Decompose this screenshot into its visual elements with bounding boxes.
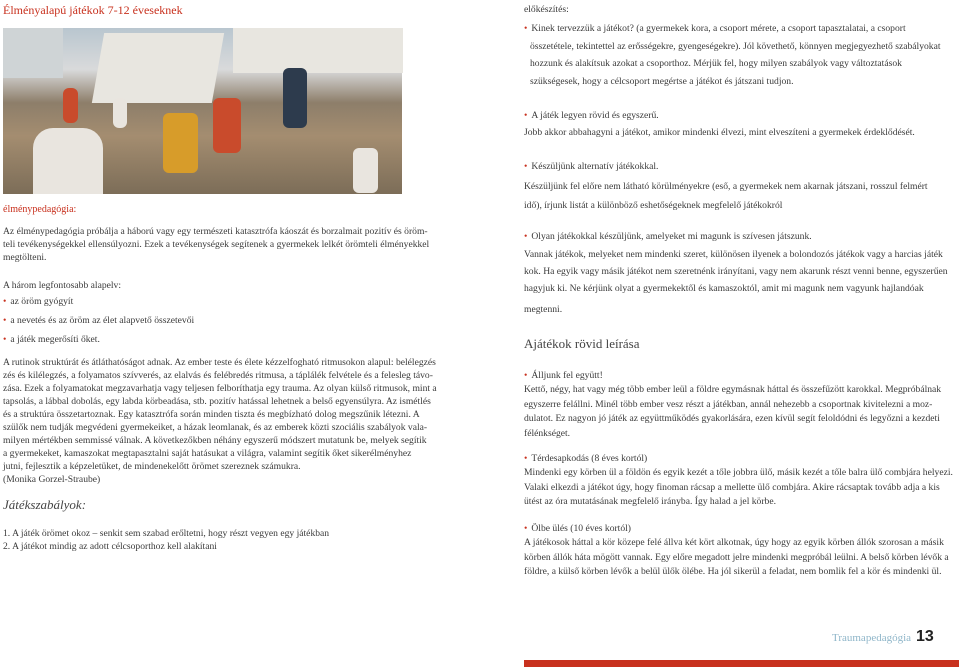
text-line: szükségesek, hogy a célcsoport megértse a játékot és játszani tudjon. (530, 75, 794, 87)
page-title: Élményalapú játékok 7-12 éveseknek (3, 3, 183, 17)
text-line: egyszerre felállni. Minél több ember vesz részt a játékban, annál nehezebb a csoportnak kivitelezni a moz- (524, 398, 933, 410)
text-line: összetétele, tekintettel az erősségekre, gyengeségekre). Jól követhető, könnyen megjegyezhető szabályokat (530, 40, 941, 52)
text-line: A rutinok struktúrát és átláthatóságot adnak. Az ember teste és élete kézzelfogható ritmusokon alapul: belélegzés (3, 357, 436, 368)
rules-list (3, 527, 443, 553)
principles-title: A három legfontosabb alapelv: (3, 280, 122, 291)
text-line: Kettő, négy, hat vagy még több ember leül a földre egymásnak háttal és összefűzött karokkal. Megpróbálnak (524, 384, 942, 395)
text-line: A játékosok háttal a kör közepe felé állva két kört alkotnak, úgy hogy az egyik körben állók szorosan a másik (524, 537, 944, 548)
text-line: Valaki elkezdi a játékot úgy, hogy finoman rácsap a mellette ülő combjára. Akire rácsaptak tovább adja a kis (524, 481, 940, 493)
text-line: zása. Ezek a folyamatokat megzavarhatja vagy teljesen felboríthatja egy trauma. Az olyan külső ritmusok, mint a (3, 383, 437, 394)
text-line: zés és kilélegzés, a folyamatos szívverés, az elalvás és felébredés ritmusa, a táplálék felvétele és a felesleg távo- (3, 370, 433, 381)
section-label: élménypedagógia: (3, 204, 77, 215)
description-title: Ajátékok rövid leírása (524, 336, 640, 351)
text-line: és a struktúra összetartoznak. Egy katasztrófa során minden tiszta és megbízható dolog megszűnik létezni. A (3, 409, 420, 420)
prep-paragraph (524, 20, 954, 90)
text-line: Az élménypedagógia próbálja a háború vagy egy természeti katasztrófa káoszát és borzalmait pozitív és öröm- (3, 226, 428, 237)
short-game-title: • A játék legyen rövid és egyszerű. (524, 109, 659, 122)
text-line: milyen mértékben semmissé válnak. A következőkben néhány egyszerű módszert mutatunk be, melyek segítik (3, 435, 427, 446)
text-line: hagyjuk ki. Ne kérjünk olyat a gyermekektől és kamaszoktól, amit mi magunk nem vagyunk hajlandóak (524, 283, 924, 294)
intro-paragraph (3, 225, 443, 264)
text-line: szülők nem tudják megvédeni gyermekeiket, a házak leomlanak, és az emberek közti szociális szabályok vala- (3, 422, 428, 433)
short-game-text: Jobb akkor abbahagyni a játékot, amikor mindenki élvezi, mint elveszíteni a gyermekek érdeklődését. (524, 127, 915, 138)
game-title: • Térdesapkodás (8 éves kortól) (524, 452, 647, 465)
page-number: 13 (916, 628, 934, 645)
game-description (524, 383, 954, 441)
favorite-paragraph (524, 246, 954, 318)
list-item: • a játék megerősíti őket. (3, 333, 423, 346)
text-line: megtenni. (524, 304, 563, 315)
text-line: körben állók háta mögött vannak. Egy előre megadott jelre mindenki megpróbál leülni. A belső körben lévők a (524, 551, 949, 563)
game-description (524, 466, 954, 510)
alternative-title: • Készüljünk alternatív játékokkal. (524, 160, 658, 173)
list-item: 1. A játék örömet okoz – senkit sem szabad erőltetni, hogy részt vegyen egy játékban (3, 528, 330, 539)
text-line: Vannak játékok, melyeket nem mindenki szeret, különösen ilyenek a bolondozós játékok vagy a harcias játék (524, 249, 943, 260)
text-line: hozzunk és alakítsuk azokat a csoporthoz. Mérjük fel, hogy milyen szabályok vagy változtatások (530, 58, 902, 69)
footer-rule (524, 660, 959, 667)
principles-list (3, 295, 423, 346)
alternative-paragraph (524, 177, 954, 215)
text-line: teli tevékenységekkel ellensúlyozni. Ezek a tevékenységek segítenek a gyermekek lelkét örömteli élményekkel (3, 239, 430, 250)
text-line: ütést az óra mutatásának megfelelő irányba. Így halad a jel körbe. (524, 496, 776, 507)
children-playing-photo (3, 28, 402, 194)
text-line: megtölteni. (3, 252, 47, 263)
text-line: földre, a külső körben lévők a belül ülők ölébe. Ha jól sikerül a feladat, nem bomlik fel a kör és mindenki ül. (524, 566, 942, 577)
text-line: • Kinek tervezzük a játékot? (a gyermekek kora, a csoport mérete, a csoport tapasztalatai, a csoport (524, 20, 954, 38)
rhythm-paragraph (3, 356, 443, 486)
list-item: • a nevetés és az öröm az élet alapvető összetevői (3, 314, 423, 327)
text-line: a gyermekeket, kamaszokat megtapasztalni saját hatásukat a világra, valamint segítik őket sikerélményhez (3, 448, 412, 459)
text-line: dulatot. Ez nagyon jó játék az együttműködés gyakorlására, ezen kívül segít feloldódni és legyőzni a kezdeti (524, 413, 940, 424)
list-item: • az öröm gyógyít (3, 295, 423, 308)
game-description (524, 536, 954, 580)
list-item: 2. A játékot mindig az adott célcsoporthoz kell alakítani (3, 541, 217, 552)
rules-title: Játékszabályok: (3, 497, 87, 512)
text-line: félénkséget. (524, 427, 571, 439)
text-line: Mindenki egy körben ül a földön és egyik kezét a tőle jobbra ülő, másik kezét a tőle balra ülő combjára helyezi. (524, 467, 953, 478)
text-line: Készüljünk fel előre nem látható körülményekre (eső, a gyermekek nem akarnak játszani, rosszul felmért (524, 181, 928, 192)
text-line: kok. Ha egyik vagy másik játékot nem szeretnénk irányítani, vagy nem akarunk részt venni benne, egyszerűen (524, 266, 948, 277)
text-line: tapsolás, a lábbal dobolás, egy labda körbeadása, stb. pozitív hatással lehetnek a belső egyensúlyra. Az ismétlés (3, 396, 431, 407)
game-title: • Ölbe ülés (10 éves kortól) (524, 522, 631, 535)
text-line: idő), írjunk listát a különböző eshetőségeknek megfelelő játékokról (524, 200, 783, 211)
footer-section-name: Traumapedagógia (832, 632, 912, 644)
text-line: jutni, fejlesztik a képzeletüket, de mindenekelőtt örömet szereznek számukra. (3, 461, 301, 472)
game-title: • Álljunk fel együtt! (524, 369, 603, 382)
text-line: (Monika Gorzel-Straube) (3, 474, 101, 485)
favorite-title: • Olyan játékokkal készüljünk, amelyeket mi magunk is szívesen játszunk. (524, 230, 812, 243)
prep-label: előkészítés: (524, 4, 569, 15)
